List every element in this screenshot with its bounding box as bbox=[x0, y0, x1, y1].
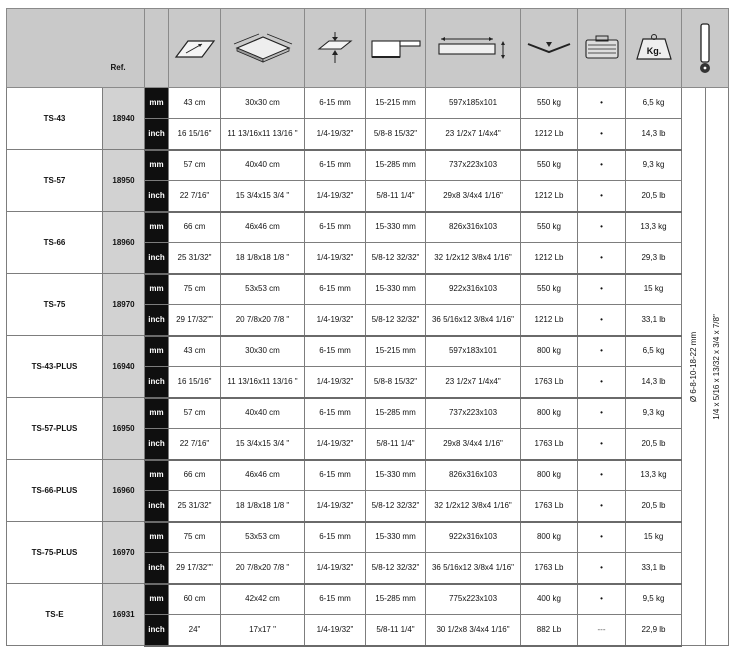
dimensions-cell: 36 5/16x12 3/8x4 1/16" bbox=[426, 553, 521, 584]
weight-cell: 9,5 kg bbox=[626, 584, 682, 615]
header-row bbox=[7, 9, 729, 88]
carry-case-cell: • bbox=[578, 584, 626, 615]
tile-thickness-icon bbox=[305, 9, 366, 88]
break-force-cell: 1763 Lb bbox=[521, 553, 578, 584]
weight-cell: 13,3 kg bbox=[626, 460, 682, 491]
thickness-cell: 1/4-19/32" bbox=[305, 305, 366, 336]
model-ref: 16940 bbox=[103, 336, 145, 398]
model-ref: 16970 bbox=[103, 522, 145, 584]
unit-label: inch bbox=[145, 367, 169, 398]
unit-label: mm bbox=[145, 274, 169, 305]
cut-depth-cell: 5/8-11 1/4" bbox=[366, 181, 426, 212]
model-ref: 16931 bbox=[103, 584, 145, 646]
tile-size-cell: 46x46 cm bbox=[221, 460, 305, 491]
thickness-cell: 1/4-19/32" bbox=[305, 553, 366, 584]
dimensions-cell: 775x223x103 bbox=[426, 584, 521, 615]
thickness-cell: 6-15 mm bbox=[305, 584, 366, 615]
carry-case-cell: • bbox=[578, 274, 626, 305]
model-name: TS-43 bbox=[7, 88, 103, 150]
unit-label: inch bbox=[145, 305, 169, 336]
diagonal-cut-cell: 24" bbox=[169, 615, 221, 646]
thickness-cell: 1/4-19/32" bbox=[305, 181, 366, 212]
diagonal-cut-cell: 25 31/32" bbox=[169, 243, 221, 274]
cut-depth-cell: 15-330 mm bbox=[366, 460, 426, 491]
weight-cell: 15 kg bbox=[626, 522, 682, 553]
tile-size-cell: 30x30 cm bbox=[221, 88, 305, 119]
diagonal-cut-cell: 16 15/16" bbox=[169, 367, 221, 398]
dimensions-cell: 922x316x103 bbox=[426, 522, 521, 553]
dimensions-cell: 36 5/16x12 3/8x4 1/16" bbox=[426, 305, 521, 336]
cut-depth-cell: 15-215 mm bbox=[366, 88, 426, 119]
carry-case-cell: • bbox=[578, 429, 626, 460]
weight-cell: 20,5 lb bbox=[626, 429, 682, 460]
weight-cell: 14,3 lb bbox=[626, 119, 682, 150]
unit-label: mm bbox=[145, 336, 169, 367]
unit-label: inch bbox=[145, 119, 169, 150]
tile-size-cell: 40x40 cm bbox=[221, 150, 305, 181]
break-force-cell: 800 kg bbox=[521, 460, 578, 491]
break-force-cell: 800 kg bbox=[521, 336, 578, 367]
table-row-ts-66-mm bbox=[7, 212, 729, 243]
unit-label: mm bbox=[145, 398, 169, 429]
tile-size-cell: 18 1/8x18 1/8 " bbox=[221, 243, 305, 274]
thickness-cell: 6-15 mm bbox=[305, 522, 366, 553]
break-force-cell: 882 Lb bbox=[521, 615, 578, 646]
tile-size-cell: 17x17 " bbox=[221, 615, 305, 646]
dimensions-cell: 826x316x103 bbox=[426, 460, 521, 491]
unit-label: inch bbox=[145, 181, 169, 212]
model-name: TS-43-PLUS bbox=[7, 336, 103, 398]
carry-case-cell: • bbox=[578, 491, 626, 522]
table-row-ts-57-plus-mm bbox=[7, 398, 729, 429]
diagonal-cut-cell: 57 cm bbox=[169, 150, 221, 181]
tile-size-cell: 42x42 cm bbox=[221, 584, 305, 615]
unit-label: mm bbox=[145, 584, 169, 615]
thickness-cell: 1/4-19/32" bbox=[305, 119, 366, 150]
weight-cell: 9,3 kg bbox=[626, 150, 682, 181]
dimensions-cell: 29x8 3/4x4 1/16" bbox=[426, 429, 521, 460]
unit-label: mm bbox=[145, 460, 169, 491]
cut-depth-cell: 5/8-12 32/32" bbox=[366, 491, 426, 522]
dimensions-cell: 597x185x101 bbox=[426, 88, 521, 119]
ref-header: Ref. bbox=[103, 9, 145, 88]
break-force-cell: 1212 Lb bbox=[521, 305, 578, 336]
cut-depth-cell: 15-285 mm bbox=[366, 584, 426, 615]
cut-depth-cell: 5/8-12 32/32" bbox=[366, 305, 426, 336]
break-force-cell: 1763 Lb bbox=[521, 367, 578, 398]
tile-size-cell: 30x30 cm bbox=[221, 336, 305, 367]
weight-kg-label: Kg. bbox=[646, 46, 661, 56]
tile-size-cell: 20 7/8x20 7/8 " bbox=[221, 305, 305, 336]
thickness-cell: 6-15 mm bbox=[305, 398, 366, 429]
unit-label: inch bbox=[145, 615, 169, 646]
break-force-cell: 1212 Lb bbox=[521, 243, 578, 274]
unit-label: inch bbox=[145, 429, 169, 460]
break-force-cell: 800 kg bbox=[521, 398, 578, 429]
dimensions-cell: 922x316x103 bbox=[426, 274, 521, 305]
square-tile-size-icon bbox=[221, 9, 305, 88]
dimensions-cell: 32 1/2x12 3/8x4 1/16" bbox=[426, 491, 521, 522]
diagonal-cut-cell: 22 7/16" bbox=[169, 181, 221, 212]
model-ref: 18940 bbox=[103, 88, 145, 150]
diagonal-cut-cell: 43 cm bbox=[169, 336, 221, 367]
dimensions-cell: 23 1/2x7 1/4x4" bbox=[426, 367, 521, 398]
tile-size-cell: 15 3/4x15 3/4 " bbox=[221, 429, 305, 460]
weight-cell: 20,5 lb bbox=[626, 491, 682, 522]
carry-case-cell: --- bbox=[578, 615, 626, 646]
model-header bbox=[7, 9, 103, 88]
cut-depth-cell: 5/8-11 1/4" bbox=[366, 429, 426, 460]
unit-label: mm bbox=[145, 522, 169, 553]
weight-kg-icon bbox=[626, 9, 682, 88]
model-name: TS-57 bbox=[7, 150, 103, 212]
cut-depth-cell: 5/8-11 1/4" bbox=[366, 615, 426, 646]
break-force-cell: 550 kg bbox=[521, 274, 578, 305]
tile-size-cell: 18 1/8x18 1/8 " bbox=[221, 491, 305, 522]
tile-size-cell: 11 13/16x11 13/16 " bbox=[221, 119, 305, 150]
model-ref: 16960 bbox=[103, 460, 145, 522]
model-ref: 18960 bbox=[103, 212, 145, 274]
carry-case-cell: • bbox=[578, 150, 626, 181]
scoring-wheel-sizes-mm bbox=[682, 88, 706, 646]
unit-label: inch bbox=[145, 243, 169, 274]
tile-size-cell: 46x46 cm bbox=[221, 212, 305, 243]
thickness-cell: 6-15 mm bbox=[305, 274, 366, 305]
break-force-cell: 1763 Lb bbox=[521, 491, 578, 522]
unit-header bbox=[145, 9, 169, 88]
cut-depth-cell: 5/8-8 15/32" bbox=[366, 367, 426, 398]
model-name: TS-57-PLUS bbox=[7, 398, 103, 460]
diagonal-cut-cell: 75 cm bbox=[169, 274, 221, 305]
cut-depth-cell: 5/8-8 15/32" bbox=[366, 119, 426, 150]
tile-size-cell: 15 3/4x15 3/4 " bbox=[221, 181, 305, 212]
carry-case-cell: • bbox=[578, 305, 626, 336]
model-ref: 18950 bbox=[103, 150, 145, 212]
break-force-cell: 400 kg bbox=[521, 584, 578, 615]
table-row-ts-43-plus-mm bbox=[7, 336, 729, 367]
break-force-cell: 550 kg bbox=[521, 150, 578, 181]
thickness-cell: 6-15 mm bbox=[305, 336, 366, 367]
carry-case-cell: • bbox=[578, 88, 626, 119]
cut-depth-cell: 5/8-12 32/32" bbox=[366, 553, 426, 584]
thickness-cell: 6-15 mm bbox=[305, 150, 366, 181]
dimensions-cell: 32 1/2x12 3/8x4 1/16" bbox=[426, 243, 521, 274]
tile-size-cell: 53x53 cm bbox=[221, 522, 305, 553]
tile-size-cell: 40x40 cm bbox=[221, 398, 305, 429]
thickness-cell: 6-15 mm bbox=[305, 88, 366, 119]
carry-case-cell: • bbox=[578, 553, 626, 584]
tile-size-cell: 11 13/16x11 13/16 " bbox=[221, 367, 305, 398]
diagonal-cut-cell: 57 cm bbox=[169, 398, 221, 429]
weight-cell: 22,9 lb bbox=[626, 615, 682, 646]
diagonal-cut-cell: 22 7/16" bbox=[169, 429, 221, 460]
dimensions-cell: 30 1/2x8 3/4x4 1/16" bbox=[426, 615, 521, 646]
cut-depth-cell: 15-330 mm bbox=[366, 274, 426, 305]
machine-dimensions-icon bbox=[426, 9, 521, 88]
cut-depth-cell: 15-330 mm bbox=[366, 522, 426, 553]
break-force-cell: 800 kg bbox=[521, 522, 578, 553]
cut-depth-cell: 15-215 mm bbox=[366, 336, 426, 367]
model-name: TS-75-PLUS bbox=[7, 522, 103, 584]
carry-case-cell: • bbox=[578, 522, 626, 553]
weight-cell: 33,1 lb bbox=[626, 553, 682, 584]
weight-cell: 29,3 lb bbox=[626, 243, 682, 274]
cut-depth-cell: 5/8-12 32/32" bbox=[366, 243, 426, 274]
cut-depth-cell: 15-285 mm bbox=[366, 398, 426, 429]
diagonal-cut-cell: 66 cm bbox=[169, 212, 221, 243]
table-row-ts-75-plus-mm bbox=[7, 522, 729, 553]
cut-depth-cell: 15-330 mm bbox=[366, 212, 426, 243]
tile-cutter-spec-table bbox=[6, 8, 729, 647]
unit-label: mm bbox=[145, 212, 169, 243]
thickness-cell: 1/4-19/32" bbox=[305, 243, 366, 274]
carry-case-cell: • bbox=[578, 243, 626, 274]
carry-case-cell: • bbox=[578, 119, 626, 150]
carry-case-cell: • bbox=[578, 181, 626, 212]
diagonal-cut-cell: 60 cm bbox=[169, 584, 221, 615]
unit-label: mm bbox=[145, 150, 169, 181]
diagonal-cut-cell: 29 17/32"" bbox=[169, 553, 221, 584]
dimensions-cell: 737x223x103 bbox=[426, 150, 521, 181]
weight-cell: 6,5 kg bbox=[626, 336, 682, 367]
table-row-ts-66-plus-mm bbox=[7, 460, 729, 491]
thickness-cell: 1/4-19/32" bbox=[305, 491, 366, 522]
dimensions-cell: 826x316x103 bbox=[426, 212, 521, 243]
carry-case-cell: • bbox=[578, 212, 626, 243]
model-name: TS-E bbox=[7, 584, 103, 646]
model-ref: 18970 bbox=[103, 274, 145, 336]
tile-size-cell: 53x53 cm bbox=[221, 274, 305, 305]
break-force-cell: 1763 Lb bbox=[521, 429, 578, 460]
scoring-wheel-icon bbox=[682, 9, 729, 88]
table-row-ts-57-mm bbox=[7, 150, 729, 181]
cut-depth-icon bbox=[366, 9, 426, 88]
diagonal-cut-cell: 16 15/16" bbox=[169, 119, 221, 150]
break-force-cell: 550 kg bbox=[521, 88, 578, 119]
break-force-icon bbox=[521, 9, 578, 88]
spec-table-body bbox=[7, 88, 729, 646]
diagonal-cut-cell: 29 17/32"" bbox=[169, 305, 221, 336]
dimensions-cell: 737x223x103 bbox=[426, 398, 521, 429]
carry-case-cell: • bbox=[578, 367, 626, 398]
scoring-wheel-sizes-inch bbox=[706, 88, 729, 646]
dimensions-cell: 597x183x101 bbox=[426, 336, 521, 367]
thickness-cell: 6-15 mm bbox=[305, 212, 366, 243]
model-name: TS-75 bbox=[7, 274, 103, 336]
weight-cell: 9,3 kg bbox=[626, 398, 682, 429]
model-name: TS-66-PLUS bbox=[7, 460, 103, 522]
thickness-cell: 1/4-19/32" bbox=[305, 429, 366, 460]
table-row-ts-75-mm bbox=[7, 274, 729, 305]
thickness-cell: 1/4-19/32" bbox=[305, 615, 366, 646]
weight-cell: 14,3 lb bbox=[626, 367, 682, 398]
dimensions-cell: 29x8 3/4x4 1/16" bbox=[426, 181, 521, 212]
weight-cell: 33,1 lb bbox=[626, 305, 682, 336]
weight-cell: 6,5 kg bbox=[626, 88, 682, 119]
weight-cell: 15 kg bbox=[626, 274, 682, 305]
cut-depth-cell: 15-285 mm bbox=[366, 150, 426, 181]
table-row-ts-e-mm bbox=[7, 584, 729, 615]
unit-label: inch bbox=[145, 491, 169, 522]
weight-cell: 20,5 lb bbox=[626, 181, 682, 212]
unit-label: mm bbox=[145, 88, 169, 119]
dimensions-cell: 23 1/2x7 1/4x4" bbox=[426, 119, 521, 150]
carry-case-cell: • bbox=[578, 460, 626, 491]
break-force-cell: 550 kg bbox=[521, 212, 578, 243]
diagonal-cut-cell: 25 31/32" bbox=[169, 491, 221, 522]
diagonal-cut-cell: 75 cm bbox=[169, 522, 221, 553]
thickness-cell: 6-15 mm bbox=[305, 460, 366, 491]
model-name: TS-66 bbox=[7, 212, 103, 274]
model-ref: 16950 bbox=[103, 398, 145, 460]
carry-case-cell: • bbox=[578, 336, 626, 367]
table-row-ts-43-mm bbox=[7, 88, 729, 119]
weight-cell: 13,3 kg bbox=[626, 212, 682, 243]
break-force-cell: 1212 Lb bbox=[521, 181, 578, 212]
tile-size-cell: 20 7/8x20 7/8 " bbox=[221, 553, 305, 584]
diagonal-cut-capacity-icon bbox=[169, 9, 221, 88]
carry-case-icon bbox=[578, 9, 626, 88]
carry-case-cell: • bbox=[578, 398, 626, 429]
diagonal-cut-cell: 66 cm bbox=[169, 460, 221, 491]
scoring-wheel-sizes-mm-text: Ø 6-8-10-18-22 mm bbox=[688, 331, 698, 402]
diagonal-cut-cell: 43 cm bbox=[169, 88, 221, 119]
unit-label: inch bbox=[145, 553, 169, 584]
scoring-wheel-sizes-inch-text: 1/4 x 5/16 x 13/32 x 3/4 x 7/8" bbox=[712, 313, 721, 420]
thickness-cell: 1/4-19/32" bbox=[305, 367, 366, 398]
break-force-cell: 1212 Lb bbox=[521, 119, 578, 150]
